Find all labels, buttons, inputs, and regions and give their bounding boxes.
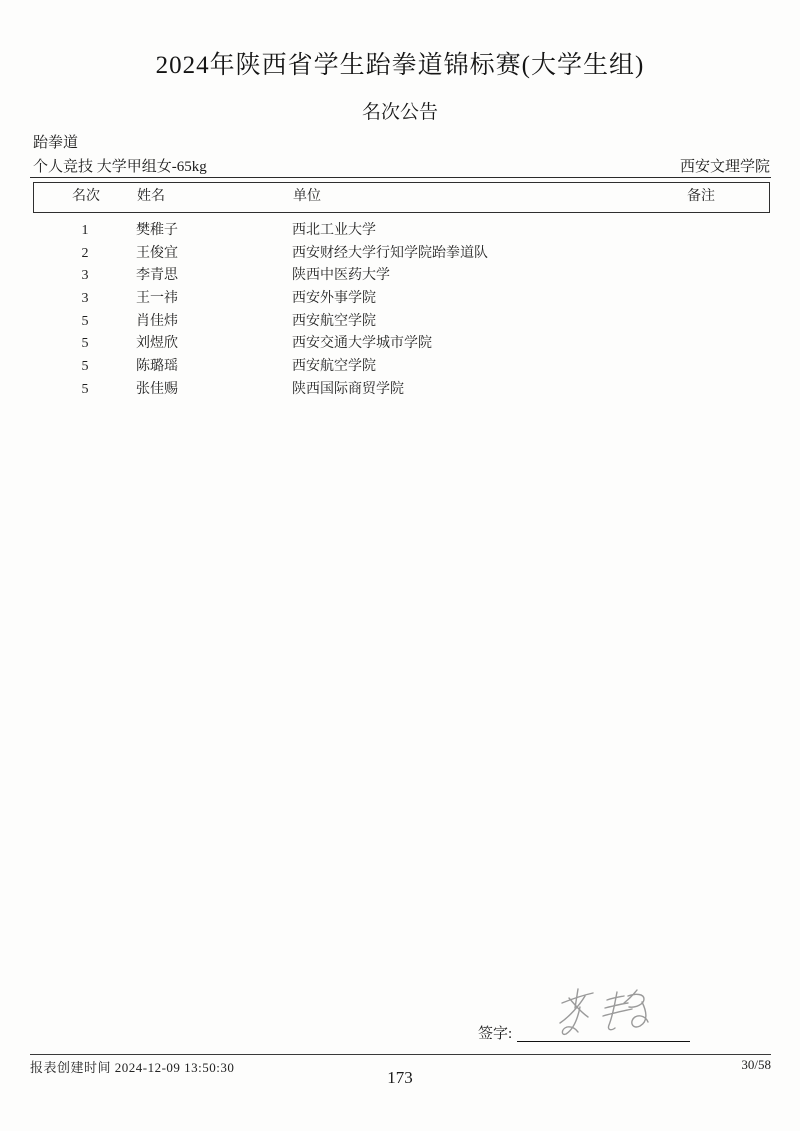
results-table-body	[33, 220, 770, 402]
unit-cell: 陕西国际商贸学院	[292, 381, 404, 397]
unit-cell: 西安外事学院	[292, 291, 376, 307]
column-header-remark: 备注	[687, 189, 715, 204]
rank-cell: 5	[81, 381, 89, 397]
name-cell: 李青思	[136, 268, 178, 284]
event-category-label: 个人竞技 大学甲组女-65kg	[33, 159, 207, 175]
signature-handwriting	[553, 986, 657, 1042]
sport-label: 跆拳道	[33, 135, 79, 151]
table-row	[33, 311, 770, 334]
rank-cell: 5	[81, 336, 89, 352]
event-meta-row	[33, 155, 770, 176]
name-cell: 王一祎	[136, 291, 178, 307]
unit-cell: 陕西中医药大学	[292, 268, 390, 284]
table-row	[33, 243, 770, 266]
page-title: 2024年陕西省学生跆拳道锦标赛(大学生组)	[155, 52, 645, 79]
table-row	[33, 265, 770, 288]
page-number: 173	[387, 1068, 413, 1087]
name-cell: 樊稚子	[136, 223, 178, 238]
name-cell: 刘煜欣	[136, 336, 178, 352]
table-row	[33, 288, 770, 311]
table-row	[33, 356, 770, 379]
column-header-unit: 单位	[293, 189, 321, 204]
unit-cell: 西安交通大学城市学院	[292, 336, 432, 352]
rank-cell: 2	[81, 245, 89, 261]
table-header-row	[33, 182, 770, 213]
unit-cell: 西安财经大学行知学院跆拳道队	[292, 245, 488, 261]
host-unit-label: 西安文理学院	[679, 159, 770, 175]
name-cell: 王俊宜	[136, 245, 178, 261]
sheet-index: 30/58	[741, 1057, 771, 1072]
name-cell: 陈璐瑶	[136, 359, 178, 375]
table-row	[33, 379, 770, 402]
rank-cell: 5	[81, 313, 89, 329]
table-row	[33, 220, 770, 243]
report-created-timestamp: 报表创建时间 2024-12-09 13:50:30	[30, 1060, 235, 1075]
rank-cell: 5	[81, 359, 89, 375]
footer-divider	[30, 1054, 771, 1055]
header-divider	[30, 177, 771, 178]
rank-cell: 3	[81, 268, 89, 284]
rank-cell: 3	[81, 291, 89, 307]
rank-cell: 1	[81, 223, 89, 238]
unit-cell: 西北工业大学	[292, 223, 376, 238]
name-cell: 肖佳炜	[136, 313, 178, 329]
unit-cell: 西安航空学院	[292, 313, 376, 329]
column-header-name: 姓名	[137, 189, 165, 204]
column-header-rank: 名次	[72, 189, 100, 204]
table-row	[33, 333, 770, 356]
page-subtitle: 名次公告	[361, 102, 438, 123]
unit-cell: 西安航空学院	[292, 359, 376, 375]
signature-label: 签字:	[478, 1026, 513, 1042]
name-cell: 张佳赐	[136, 381, 178, 397]
